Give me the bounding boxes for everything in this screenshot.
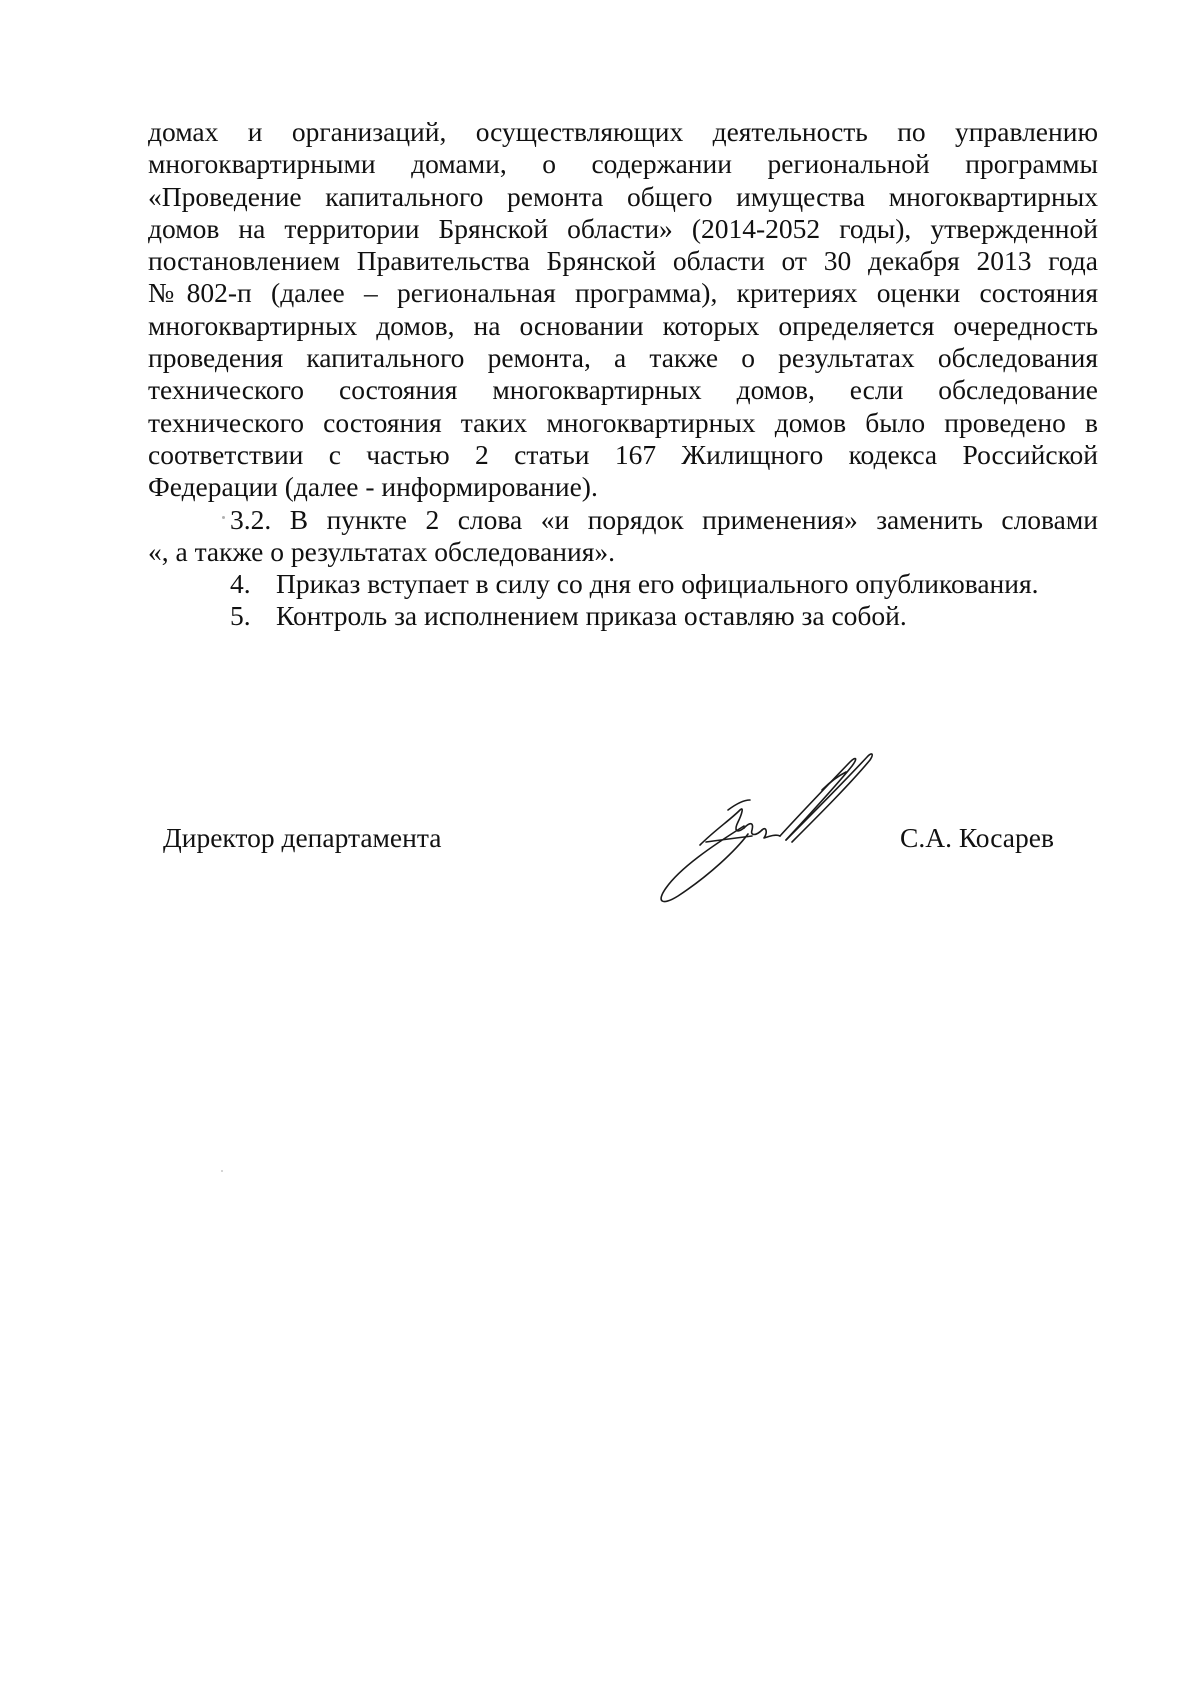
body-line: технического состояния многоквартирных домов, если обследование (148, 374, 1098, 406)
body-line: домах и организаций, осуществляющих деятельность по управлению (148, 116, 1098, 147)
body-line: Федерации (далее - информирование). (148, 471, 598, 503)
item-5-text: Контроль за исполнением приказа оставляю за собой. (276, 600, 907, 632)
signatory-name: С.А. Косарев (900, 822, 1054, 853)
item-5 (148, 600, 1098, 632)
item-5-number: 5. (230, 600, 251, 632)
document-body (148, 116, 1098, 633)
scan-speck (222, 516, 225, 519)
handwritten-signature-icon (640, 750, 890, 910)
signatory-position: Директор департамента (163, 822, 442, 853)
body-line: домов на территории Брянской области» (2014-2052 годы), утвержденной (148, 212, 1098, 244)
body-line: соответствии с частью 2 статьи 167 Жилищного кодекса Российской (148, 438, 1098, 470)
item-4-text: Приказ вступает в силу со дня его официального опубликования. (276, 568, 1039, 600)
body-line: многоквартирных домов, на основании которых определяется очередность (148, 309, 1098, 341)
body-line: многоквартирными домами, о содержании региональной программы (148, 148, 1098, 180)
body-line: №802-п (далее – региональная программа), критериях оценки состояния (148, 277, 1098, 309)
body-line: постановлением Правительства Брянской области от 30 декабря 2013 года (148, 245, 1098, 277)
item-4 (148, 568, 1098, 600)
item-4-number: 4. (230, 568, 251, 600)
body-line: технического состояния таких многоквартирных домов было проведено в (148, 406, 1098, 438)
body-line: проведения капитального ремонта, а также о результатах обследования (148, 342, 1098, 374)
item-3-2-line: «, а также о результатах обследования». (148, 535, 616, 567)
item-3-2-line: 3.2. В пункте 2 слова «и порядок применения» заменить словами (230, 503, 1098, 535)
body-line: «Проведение капитального ремонта общего имущества многоквартирных (148, 180, 1098, 212)
scan-speck (221, 1170, 223, 1172)
